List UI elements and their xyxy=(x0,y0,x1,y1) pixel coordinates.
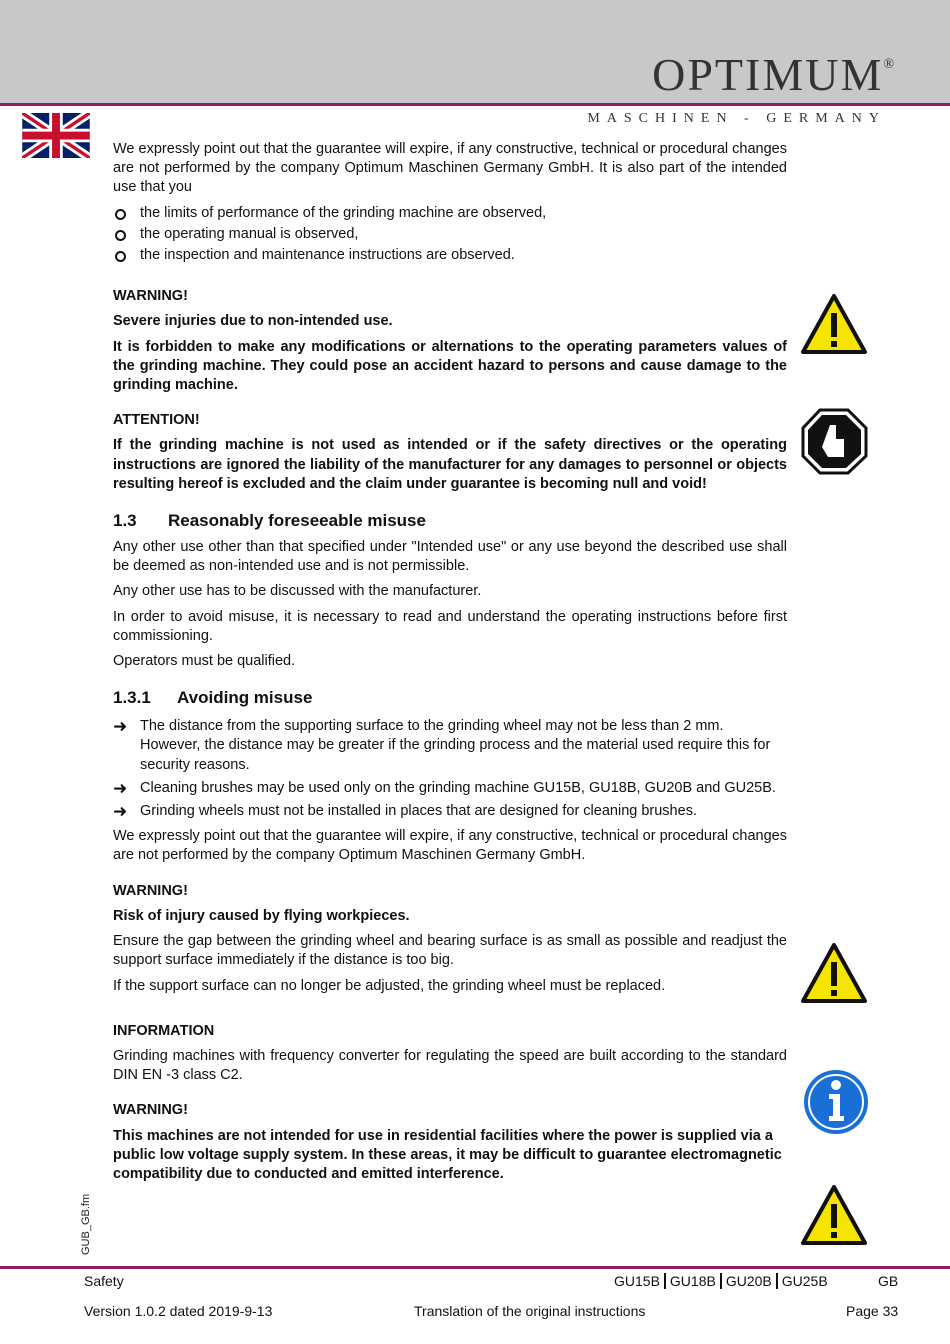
arrow-right-icon: ➜ xyxy=(113,802,128,822)
warning-label: WARNING! xyxy=(113,1102,188,1119)
section-paragraph: Any other use has to be discussed with the manufacturer. xyxy=(113,583,482,600)
warning-triangle-icon xyxy=(800,1184,868,1246)
list-item: ➜ Grinding wheels must not be installed in places that are designed for cleaning brushes. xyxy=(113,802,697,822)
main-content xyxy=(113,140,787,1190)
uk-flag-icon xyxy=(22,113,90,158)
warning-label: WARNING! xyxy=(113,288,188,305)
model-label: GU15B xyxy=(614,1273,660,1289)
warning-title: Severe injuries due to non-intended use. xyxy=(113,313,393,330)
stop-hand-icon xyxy=(800,407,870,475)
section-heading: 1.3 Reasonably foreseeable misuse xyxy=(113,511,426,531)
warning-triangle-icon xyxy=(800,942,868,1004)
warning-text: This machines are not intended for use in residential facilities where the power is supplied via a public low voltage supply system. In these areas, it may be difficult to guarantee electromagnetic compatibility due to conducted and emitted interference. xyxy=(113,1127,782,1182)
information-label: INFORMATION xyxy=(113,1022,215,1039)
attention-text: If the grinding machine is not used as intended or if the safety directives or the operating instructions are ignored the liability of the manufacturer for any damages to personnel or objects resulting hereof is excluded and the claim under guarantee is becoming null and void! xyxy=(113,437,787,492)
brand-logo: OPTIMUM® xyxy=(652,49,896,100)
header-divider xyxy=(0,103,950,106)
footer-language: GB xyxy=(878,1273,899,1289)
footer-version: Version 1.0.2 dated 2019-9-13 xyxy=(84,1303,273,1319)
brand-subtitle: MASCHINEN - GERMANY xyxy=(587,111,886,126)
footer-translation: Translation of the original instructions xyxy=(414,1303,646,1319)
information-text: Grinding machines with frequency converter for regulating the speed are built according to the standard DIN EN -3 class C2. xyxy=(113,1047,787,1084)
warning-title: Risk of injury caused by flying workpieces. xyxy=(113,907,410,924)
model-label: GU18B xyxy=(664,1273,720,1289)
warning-text: It is forbidden to make any modifications or alternations to the operating parameters values of the grinding machine. They could pose an accident hazard to persons and cause damage to the grinding machine. xyxy=(113,338,787,394)
arrow-right-icon: ➜ xyxy=(113,717,128,737)
footer-section: Safety xyxy=(84,1273,124,1289)
attention-label: ATTENTION! xyxy=(113,412,200,429)
warning-text: Ensure the gap between the grinding wheel and bearing surface is as small as possible and readjust the support surface immediately if the distance is too big. xyxy=(113,933,787,969)
info-icon xyxy=(802,1068,870,1136)
guarantee-paragraph: We expressly point out that the guarantee will expire, if any constructive, technical or procedural changes are not performed by the company Optimum Maschinen Germany GmbH. xyxy=(113,828,787,864)
footer-models xyxy=(614,1273,832,1289)
intro-paragraph: We expressly point out that the guarantee will expire, if any constructive, technical or procedural changes are not performed by the company Optimum Maschinen Germany GmbH. It is also part of the intended use that you xyxy=(113,141,787,196)
warning-label: WARNING! xyxy=(113,882,188,899)
list-item: ➜ Cleaning brushes may be used only on the grinding machine GU15B, GU18B, GU20B and GU25B. xyxy=(113,778,776,798)
section-paragraph: Any other use other than that specified under "Intended use" or any use beyond the described use shall be deemed as non-intended use and is not permissible. xyxy=(113,539,787,575)
section-paragraph: Operators must be qualified. xyxy=(113,653,296,670)
list-item: the inspection and maintenance instructions are observed. xyxy=(113,246,787,265)
arrow-right-icon: ➜ xyxy=(113,778,128,798)
misuse-arrow-list xyxy=(113,717,787,821)
file-name-label: GUB_GB.fm xyxy=(80,1193,92,1255)
list-item: the limits of performance of the grinding machine are observed, xyxy=(113,204,787,223)
footer-divider xyxy=(0,1266,950,1269)
list-item: the operating manual is observed, xyxy=(113,225,787,244)
model-label: GU20B xyxy=(720,1273,776,1289)
list-item: ➜ The distance from the supporting surface to the grinding wheel may not be less than 2 mm. However, the distance may be greater if the grinding process and the material used require this for security reasons. xyxy=(113,717,771,773)
page-number: Page 33 xyxy=(846,1303,899,1319)
warning-triangle-icon xyxy=(800,293,868,355)
warning-text: If the support surface can no longer be adjusted, the grinding wheel must be replaced. xyxy=(113,977,666,994)
section-paragraph: In order to avoid misuse, it is necessary to read and understand the operating instructions before first commissioning. xyxy=(113,608,787,644)
model-label: GU25B xyxy=(776,1273,832,1289)
intro-bullet-list xyxy=(113,204,787,266)
subsection-heading: 1.3.1 Avoiding misuse xyxy=(113,688,313,708)
